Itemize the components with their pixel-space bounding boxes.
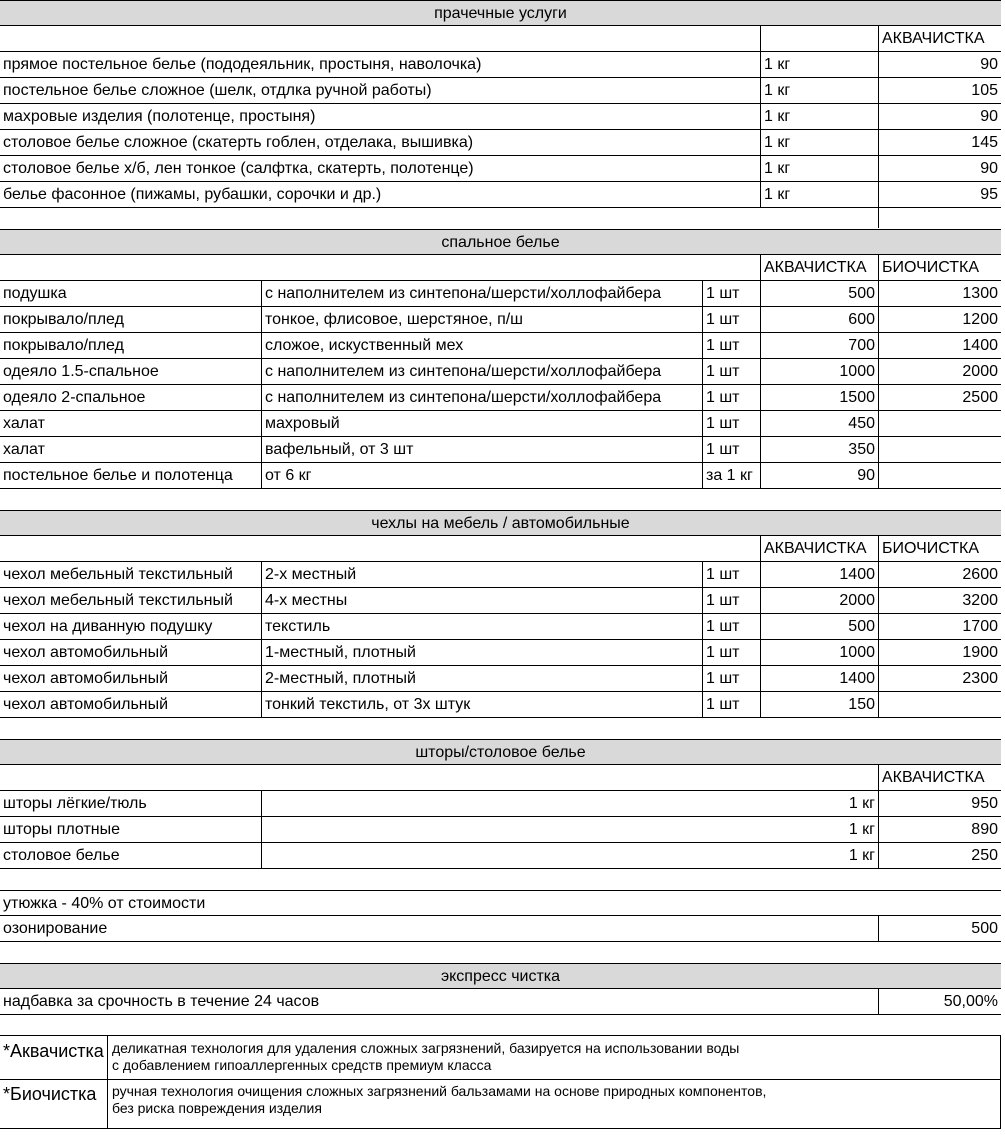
table-row [0, 588, 1001, 614]
unit: 1 кг [761, 182, 879, 207]
item-description: тонкий текстиль, от 3х штук [262, 692, 703, 717]
price-bio: 1300 [962, 285, 998, 302]
legend-line: с добавлением гипоаллергенных средств премиум класса [112, 1057, 492, 1073]
table-row [0, 359, 1001, 385]
section-title: спальное белье [441, 234, 560, 251]
legend-term-bio: *Биочистка [3, 1084, 97, 1104]
price-bio: 1400 [962, 337, 998, 354]
price-aqua: 145 [971, 134, 998, 151]
section-title: экспресс чистка [440, 968, 561, 985]
price-aqua: 890 [971, 821, 998, 838]
item-description: вафельный, от 3 шт [262, 437, 703, 462]
item-description: 4-х местны [262, 588, 703, 613]
item-description: тонкое, флисовое, шерстяное, п/ш [262, 307, 703, 332]
price-aqua: 950 [971, 795, 998, 812]
price-aqua: 1400 [761, 666, 879, 691]
service-name: столовое белье х/б, лен тонкое (салфтка, скатерть, полотенце) [0, 156, 761, 181]
price-aqua: 1000 [761, 640, 879, 665]
item-name: чехол автомобильный [0, 692, 262, 717]
column-aqua: АКВАЧИСТКА [761, 255, 879, 280]
table-row [0, 791, 1001, 817]
unit: 1 шт [703, 307, 761, 332]
item-description: с наполнителем из синтепона/шерсти/холлофайбера [262, 281, 703, 306]
table-row [0, 281, 1001, 307]
item-name: одеяло 2-спальное [0, 385, 262, 410]
item-description: 2-х местный [262, 562, 703, 587]
item-name: чехол автомобильный [0, 666, 262, 691]
unit: 1 шт [703, 692, 761, 717]
column-header-row [0, 255, 1001, 281]
item-name: одеяло 1.5-спальное [0, 359, 262, 384]
section-title: прачечные услуги [434, 5, 567, 22]
item-name: чехол мебельный текстильный [0, 588, 262, 613]
price-aqua: 90 [980, 56, 998, 73]
section-header-express [0, 963, 1001, 989]
ironing-text: утюжка - 40% от стоимости [3, 895, 206, 912]
item-name: шторы лёгкие/тюль [0, 791, 262, 816]
price-aqua: 90 [761, 463, 879, 488]
price-aqua: 95 [980, 186, 998, 203]
unit: 1 кг [262, 817, 879, 842]
table-row [0, 817, 1001, 843]
price-bio: 3200 [962, 592, 998, 609]
unit: 1 шт [703, 437, 761, 462]
price-aqua: 150 [761, 692, 879, 717]
table-row [0, 562, 1001, 588]
price-aqua: 450 [761, 411, 879, 436]
item-name: чехол автомобильный [0, 640, 262, 665]
unit: 1 кг [761, 52, 879, 77]
unit: 1 кг [761, 130, 879, 155]
service-name: столовое белье сложное (скатерть гоблен, отделака, вышивка) [0, 130, 761, 155]
price-bio: 2600 [962, 566, 998, 583]
section-title: чехлы на мебель / автомобильные [371, 515, 630, 532]
legend-desc-bio [112, 1083, 766, 1117]
price-aqua: 700 [761, 333, 879, 358]
express-row [0, 989, 1001, 1015]
section-header-laundry [0, 0, 1001, 26]
table-row [0, 52, 1001, 78]
price-aqua: 350 [761, 437, 879, 462]
unit: 1 шт [703, 281, 761, 306]
price-aqua: 90 [980, 108, 998, 125]
legend-term-aqua: *Аквачистка [3, 1041, 104, 1061]
column-aqua: АКВАЧИСТКА [882, 30, 985, 47]
express-label: надбавка за срочность в течение 24 часов [0, 989, 879, 1014]
item-description: сложое, искуственный мех [262, 333, 703, 358]
unit: 1 кг [761, 78, 879, 103]
price-bio [879, 463, 1001, 488]
table-row [0, 78, 1001, 104]
unit: 1 кг [262, 843, 879, 868]
price-bio [879, 437, 1001, 462]
unit: 1 шт [703, 640, 761, 665]
column-bio: БИОЧИСТКА [882, 540, 980, 557]
item-name: постельное белье и полотенца [0, 463, 262, 488]
item-name: покрывало/плед [0, 333, 262, 358]
section-header-covers [0, 510, 1001, 536]
table-row [0, 156, 1001, 182]
table-row [0, 411, 1001, 437]
unit: 1 шт [703, 359, 761, 384]
price-aqua: 1000 [761, 359, 879, 384]
item-description: от 6 кг [262, 463, 703, 488]
table-row [0, 614, 1001, 640]
table-row [0, 692, 1001, 718]
unit: 1 кг [761, 104, 879, 129]
section-title: шторы/столовое белье [415, 744, 586, 761]
price-bio: 1900 [962, 644, 998, 661]
item-name: подушка [0, 281, 262, 306]
table-row [0, 640, 1001, 666]
price-aqua: 500 [761, 281, 879, 306]
unit: 1 кг [761, 156, 879, 181]
item-name: халат [0, 437, 262, 462]
ozone-row [0, 916, 1001, 942]
item-name: халат [0, 411, 262, 436]
service-name: белье фасонное (пижамы, рубашки, сорочки и др.) [0, 182, 761, 207]
column-header-row [0, 536, 1001, 562]
unit: 1 шт [703, 588, 761, 613]
unit: 1 шт [703, 666, 761, 691]
price-bio [879, 692, 1001, 717]
table-row [0, 437, 1001, 463]
price-aqua: 105 [971, 82, 998, 99]
column-header-row [0, 765, 1001, 791]
item-name: столовое белье [0, 843, 262, 868]
column-bio: БИОЧИСТКА [882, 259, 980, 276]
price-aqua: 1500 [761, 385, 879, 410]
unit: 1 шт [703, 411, 761, 436]
price-bio: 2500 [962, 389, 998, 406]
unit: 1 шт [703, 333, 761, 358]
item-description: с наполнителем из синтепона/шерсти/холлофайбера [262, 359, 703, 384]
item-description: махровый [262, 411, 703, 436]
unit: 1 кг [262, 791, 879, 816]
item-name: чехол мебельный текстильный [0, 562, 262, 587]
unit: за 1 кг [703, 463, 761, 488]
price-aqua: 90 [980, 160, 998, 177]
unit: 1 шт [703, 562, 761, 587]
column-header-row [0, 26, 1001, 52]
legend-desc-aqua [112, 1040, 739, 1074]
ironing-row [0, 890, 1001, 916]
price-bio: 2300 [962, 670, 998, 687]
item-name: покрывало/плед [0, 307, 262, 332]
price-bio: 1700 [962, 618, 998, 635]
table-row [0, 666, 1001, 692]
legend-box [0, 1035, 1001, 1129]
item-name: шторы плотные [0, 817, 262, 842]
service-name: постельное белье сложное (шелк, отдлка ручной работы) [0, 78, 761, 103]
table-row [0, 130, 1001, 156]
table-row [0, 463, 1001, 489]
legend-line: ручная технология очищения сложных загрязнений бальзамами на основе природных компонентов, [112, 1083, 767, 1099]
table-row [0, 385, 1001, 411]
column-aqua: АКВАЧИСТКА [761, 536, 879, 561]
service-name: махровые изделия (полотенце, простыня) [0, 104, 761, 129]
section-header-curtains [0, 739, 1001, 765]
express-value: 50,00% [943, 993, 998, 1010]
ozone-price: 500 [971, 920, 998, 937]
table-row [0, 307, 1001, 333]
table-row [0, 104, 1001, 130]
section-header-bedding [0, 229, 1001, 255]
item-name: чехол на диванную подушку [0, 614, 262, 639]
price-aqua: 1400 [761, 562, 879, 587]
unit: 1 шт [703, 614, 761, 639]
price-aqua: 2000 [761, 588, 879, 613]
legend-line: без риска повреждения изделия [112, 1100, 322, 1116]
price-bio: 1200 [962, 311, 998, 328]
spacer-row [0, 208, 1001, 228]
item-description: 2-местный, плотный [262, 666, 703, 691]
item-description: текстиль [262, 614, 703, 639]
ozone-label: озонирование [0, 916, 879, 941]
unit: 1 шт [703, 385, 761, 410]
price-aqua: 250 [971, 847, 998, 864]
price-aqua: 500 [761, 614, 879, 639]
table-row [0, 333, 1001, 359]
column-aqua: АКВАЧИСТКА [882, 769, 985, 786]
table-row [0, 843, 1001, 869]
price-bio [879, 411, 1001, 436]
table-row [0, 182, 1001, 208]
item-description: с наполнителем из синтепона/шерсти/холлофайбера [262, 385, 703, 410]
price-bio: 2000 [962, 363, 998, 380]
item-description: 1-местный, плотный [262, 640, 703, 665]
legend-line: деликатная технология для удаления сложных загрязнений, базируется на использовании воды [112, 1040, 740, 1056]
price-aqua: 600 [761, 307, 879, 332]
service-name: прямое постельное белье (пододеяльник, простыня, наволочка) [0, 52, 761, 77]
